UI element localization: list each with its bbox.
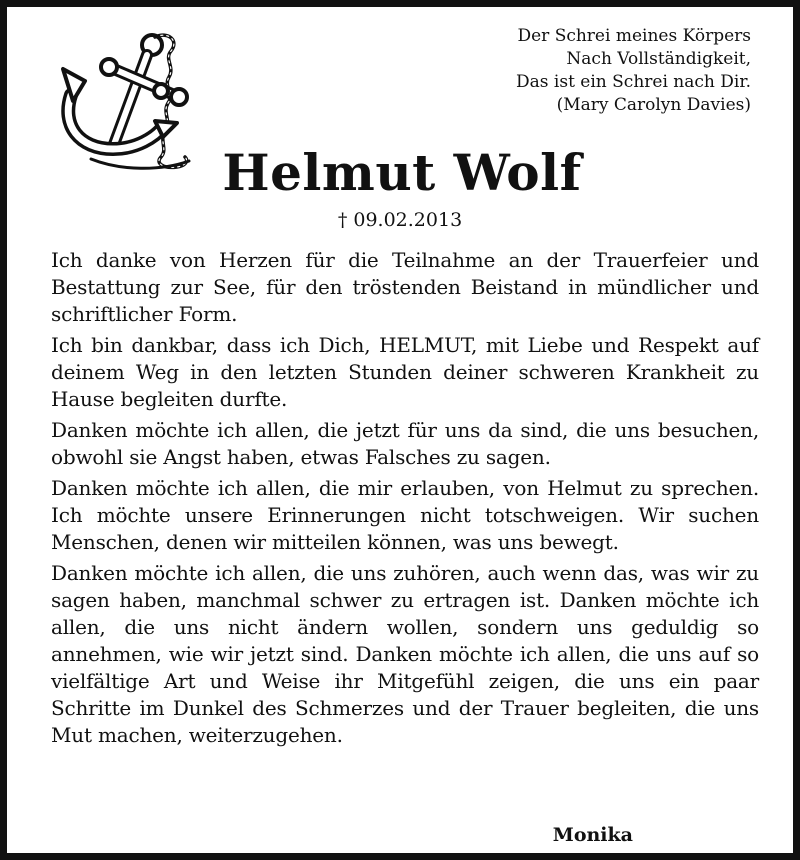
- death-date: † 09.02.2013: [337, 209, 463, 231]
- quote-line: Nach Vollständigkeit,: [566, 49, 751, 69]
- deceased-name: Helmut Wolf: [222, 143, 582, 202]
- paragraph: Danken möchte ich allen, die mir erlauben, von Helmut zu sprechen. Ich möchte unsere Erinnerungen nicht totschweigen. Wir suchen Menschen, denen wir mitteilen können, was uns bewegt.: [51, 476, 759, 554]
- quote-line: Das ist ein Schrei nach Dir.: [516, 72, 751, 92]
- quote-line: Der Schrei meines Körpers: [517, 26, 751, 46]
- paragraph: Ich danke von Herzen für die Teilnahme an der Trauerfeier und Bestattung zur See, für den tröstenden Beistand in mündlicher und schriftlicher Form.: [51, 248, 759, 326]
- paragraph: Danken möchte ich allen, die uns zuhören, auch wenn das, was wir zu sagen haben, manchmal schwer zu ertragen ist. Danken möchte ich allen, die uns nicht ändern wollen, sondern uns geduldig so annehmen, wie wir jetzt sind. Danken möchte ich allen, die uns auf so vielfältige Art und Weise ihr Mitgefühl zeigen, die uns ein paar Schritte im Dunkel des Schmerzes und der Trauer begleiten, die uns Mut machen, weiterzugehen.: [51, 561, 759, 747]
- thank-you-text: [51, 247, 759, 753]
- signature: Monika: [552, 824, 633, 846]
- paragraph: Ich bin dankbar, dass ich Dich, HELMUT, mit Liebe und Respekt auf deinem Weg in den letzten Stunden deiner schweren Krankheit zu Hause begleiten durfte.: [51, 333, 759, 411]
- paragraph: Danken möchte ich allen, die jetzt für uns da sind, die uns besuchen, obwohl sie Angst haben, etwas Falsches zu sagen.: [51, 418, 759, 469]
- quote-author: (Mary Carolyn Davies): [556, 95, 751, 115]
- epigraph-quote: [516, 25, 751, 117]
